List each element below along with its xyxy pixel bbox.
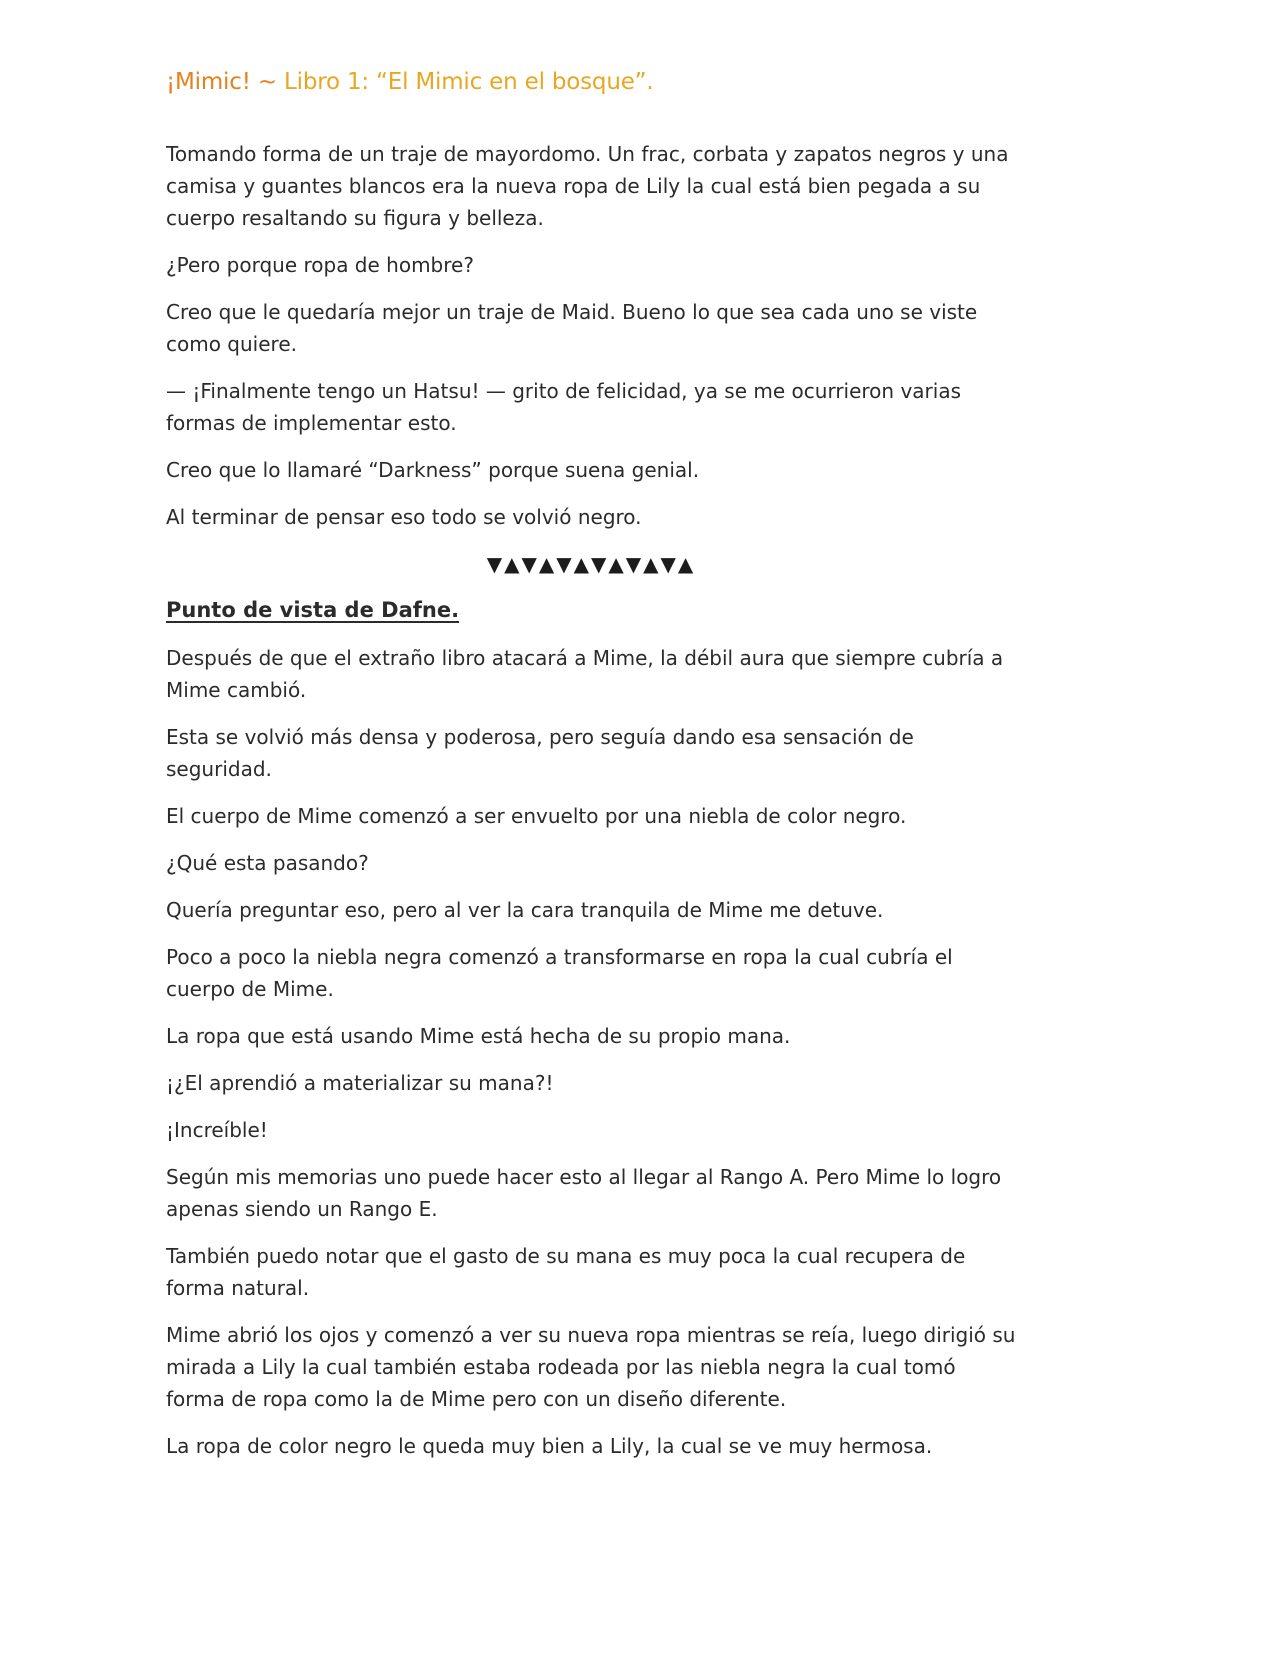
paragraph: Esta se volvió más densa y poderosa, pero seguía dando esa sensación de seguridad.	[166, 725, 914, 781]
paragraph: Según mis memorias uno puede hacer esto al llegar al Rango A. Pero Mime lo logro apenas siendo un Rango E.	[166, 1165, 1002, 1221]
document-header-title	[166, 62, 1016, 102]
paragraph: Quería preguntar eso, pero al ver la cara tranquila de Mime me detuve.	[166, 898, 884, 922]
document-page	[166, 62, 1016, 1477]
paragraph: La ropa de color negro le queda muy bien a Lily, la cual se ve muy hermosa.	[166, 1434, 933, 1458]
paragraph: El cuerpo de Mime comenzó a ser envuelto por una niebla de color negro.	[166, 804, 907, 828]
paragraph: Poco a poco la niebla negra comenzó a transformarse en ropa la cual cubría el cuerpo de Mime.	[166, 945, 953, 1001]
paragraph: Mime abrió los ojos y comenzó a ver su nueva ropa mientras se reía, luego dirigió su mirada a Lily la cual también estaba rodeada por las niebla negra la cual tomó forma de ropa como la de Mime pero con un diseño diferente.	[166, 1323, 1016, 1411]
paragraph: Tomando forma de un traje de mayordomo. Un frac, corbata y zapatos negros y una camisa y guantes blancos era la nueva ropa de Lily la cual está bien pegada a su cuerpo resaltando su figura y belleza.	[166, 142, 1009, 230]
scene-separator: ▼▲▼▲▼▲▼▲▼▲▼▲	[486, 552, 696, 576]
paragraph: ¡Increíble!	[166, 1118, 268, 1142]
section-heading: Punto de vista de Dafne.	[166, 598, 460, 622]
paragraph: Al terminar de pensar eso todo se volvió negro.	[166, 505, 642, 529]
paragraph: También puedo notar que el gasto de su mana es muy poca la cual recupera de forma natural.	[166, 1244, 966, 1300]
header-title-series: ¡Mimic! ~	[166, 69, 285, 95]
paragraph: ¿Qué esta pasando?	[166, 851, 369, 875]
header-title-book: Libro 1: “El Mimic en el bosque”.	[284, 69, 654, 95]
paragraph: Creo que le quedaría mejor un traje de Maid. Bueno lo que sea cada uno se viste como quiere.	[166, 300, 978, 356]
paragraph: ¡¿El aprendió a materializar su mana?!	[166, 1071, 554, 1095]
paragraph: Después de que el extraño libro atacará a Mime, la débil aura que siempre cubría a Mime cambió.	[166, 646, 1004, 702]
paragraph: ¿Pero porque ropa de hombre?	[166, 253, 474, 277]
paragraph: — ¡Finalmente tengo un Hatsu! — grito de felicidad, ya se me ocurrieron varias formas de implementar esto.	[166, 379, 961, 435]
paragraph: La ropa que está usando Mime está hecha de su propio mana.	[166, 1024, 791, 1048]
paragraph: Creo que lo llamaré “Darkness” porque suena genial.	[166, 458, 700, 482]
